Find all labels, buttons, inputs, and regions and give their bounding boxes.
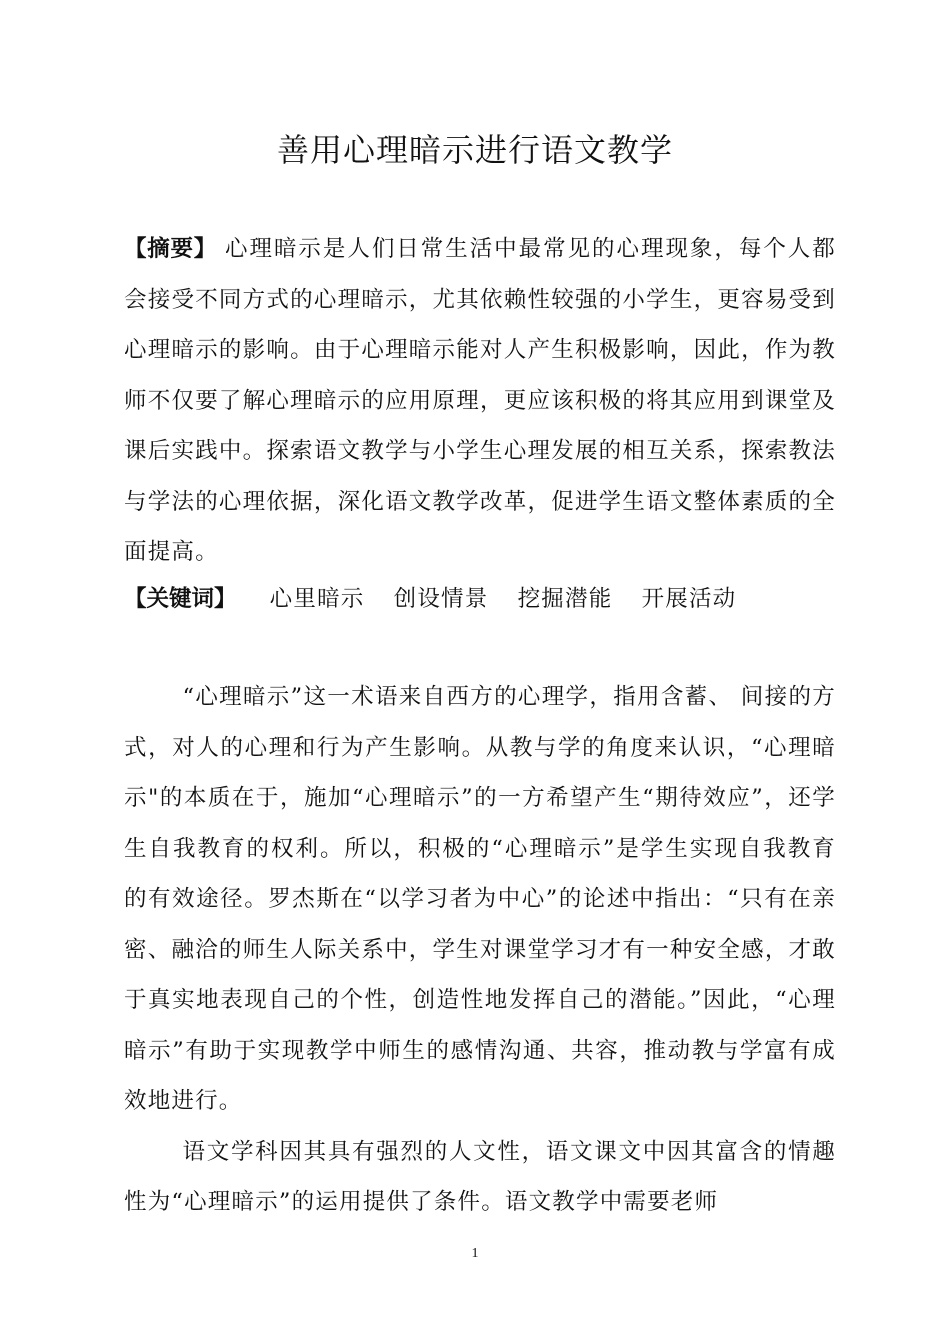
abstract-section [124, 224, 836, 578]
body-text [124, 672, 836, 1228]
keyword-item: 挖掘潜能 [517, 586, 613, 612]
keywords-section [124, 574, 836, 625]
keyword-item: 开展活动 [641, 586, 737, 612]
keyword-item: 心里暗示 [269, 586, 365, 612]
abstract-label: 【摘要】 [124, 236, 218, 262]
body-paragraph: “心理暗示”这一术语来自西方的心理学，指用含蓄、 间接的方式，对人的心理和行为产生影响。从教与学的角度来认识，“心理暗示"的本质在于，施加“心理暗示”的一方希望产生“期待效应”，还学生自我教育的权利。所以，积极的“心理暗示”是学生实现自我教育的有效途径。罗杰斯在“以学习者为中心”的论述中指出：“只有在亲密、融洽的师生人际关系中，学生对课堂学习才有一种安全感，才敢于真实地表现自己的个性，创造性地发挥自己的潜能。”因此，“心理暗示”有助于实现教学中师生的感情沟通、共容，推动教与学富有成效地进行。 [124, 684, 836, 1114]
document-title: 善用心理暗示进行语文教学 [276, 131, 673, 169]
keyword-item: 创设情景 [393, 586, 489, 612]
page-number: 1 [471, 1246, 479, 1261]
abstract-text: 心理暗示是人们日常生活中最常见的心理现象，每个人都会接受不同方式的心理暗示，尤其依赖性较强的小学生，更容易受到心理暗示的影响。由于心理暗示能对人产生积极影响，因此，作为教师不仅要了解心理暗示的应用原理，更应该积极的将其应用到课堂及课后实践中。探索语文教学与小学生心理发展的相互关系，探索教法与学法的心理依据，深化语文教学改革，促进学生语文整体素质的全面提高。 [124, 236, 836, 565]
body-paragraph: 语文学科因其具有强烈的人文性，语文课文中因其富含的情趣性为“心理暗示”的运用提供了条件。语文教学中需要老师 [124, 1138, 836, 1215]
keywords-label: 【关键词】 [124, 586, 237, 612]
